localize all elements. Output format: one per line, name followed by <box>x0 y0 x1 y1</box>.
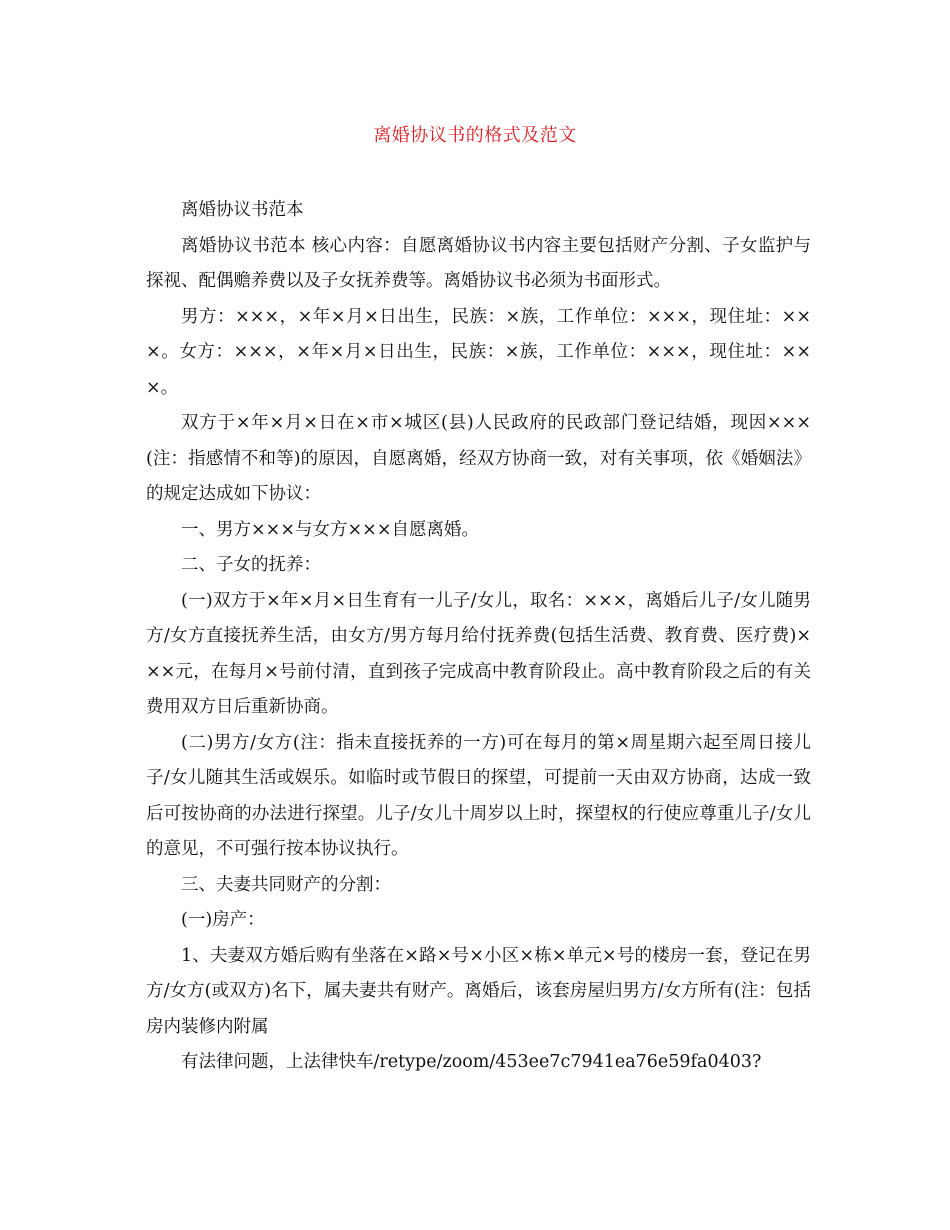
section-heading: 离婚协议书范本 <box>181 200 304 220</box>
clause-child-support-1: (一)双方于×年×月×日生育有一儿子/女儿，取名：×××，离婚后儿子/女儿随男方/女方直接抚养生活，由女方/男方每月给付抚养费(包括生活费、教育费、医疗费)×××元，在每月×号前付清，直到孩子完成高中教育阶段止。高中教育阶段之后的有关费用双方日后重新协商。 <box>146 590 811 717</box>
document-body <box>146 193 811 1081</box>
clause-child-visitation-2: (二)男方/女方(注：指未直接抚养的一方)可在每月的第×周星期六起至周日接儿子/女儿随其生活或娱乐。如临时或节假日的探望，可提前一天由双方协商，达成一致后可按协商的办法进行探望。儿子/女儿十周岁以上时，探望权的行使应尊重儿子/女儿的意见，不可强行按本协议执行。 <box>146 732 811 859</box>
clause-property-heading: 三、夫妻共同财产的分割： <box>181 874 391 895</box>
clause-real-estate-1: 1、夫妻双方婚后购有坐落在×路×号×小区×栋×单元×号的楼房一套，登记在男方/女方(或双方)名下，属夫妻共有财产。离婚后，该套房屋归男方/女方所有(注：包括房内装修内附属 <box>146 945 811 1037</box>
document-title: 离婚协议书的格式及范文 <box>373 125 577 146</box>
clause-divorce: 一、男方×××与女方×××自愿离婚。 <box>181 519 479 540</box>
clause-child-support-heading: 二、子女的抚养： <box>181 555 321 575</box>
clause-real-estate-heading: (一)房产： <box>181 910 265 930</box>
parties-paragraph: 男方：×××，×年×月×日出生，民族：×族，工作单位：×××，现住址：×××。女方：×××，×年×月×日出生，民族：×族，工作单位：×××，现住址：×××。 <box>146 306 811 398</box>
footer-source-line: 有法律问题，上法律快车/retype/zoom/453ee7c7941ea76e59fa0403? <box>181 1052 762 1072</box>
summary-paragraph: 离婚协议书范本 核心内容：自愿离婚协议书内容主要包括财产分割、子女监护与探视、配偶赡养费以及子女抚养费等。离婚协议书必须为书面形式。 <box>146 235 811 291</box>
marriage-registration-paragraph: 双方于×年×月×日在×市×城区(县)人民政府的民政部门登记结婚，现因×××(注：指感情不和等)的原因，自愿离婚，经双方协商一致，对有关事项，依《婚姻法》的规定达成如下协议： <box>146 413 811 504</box>
